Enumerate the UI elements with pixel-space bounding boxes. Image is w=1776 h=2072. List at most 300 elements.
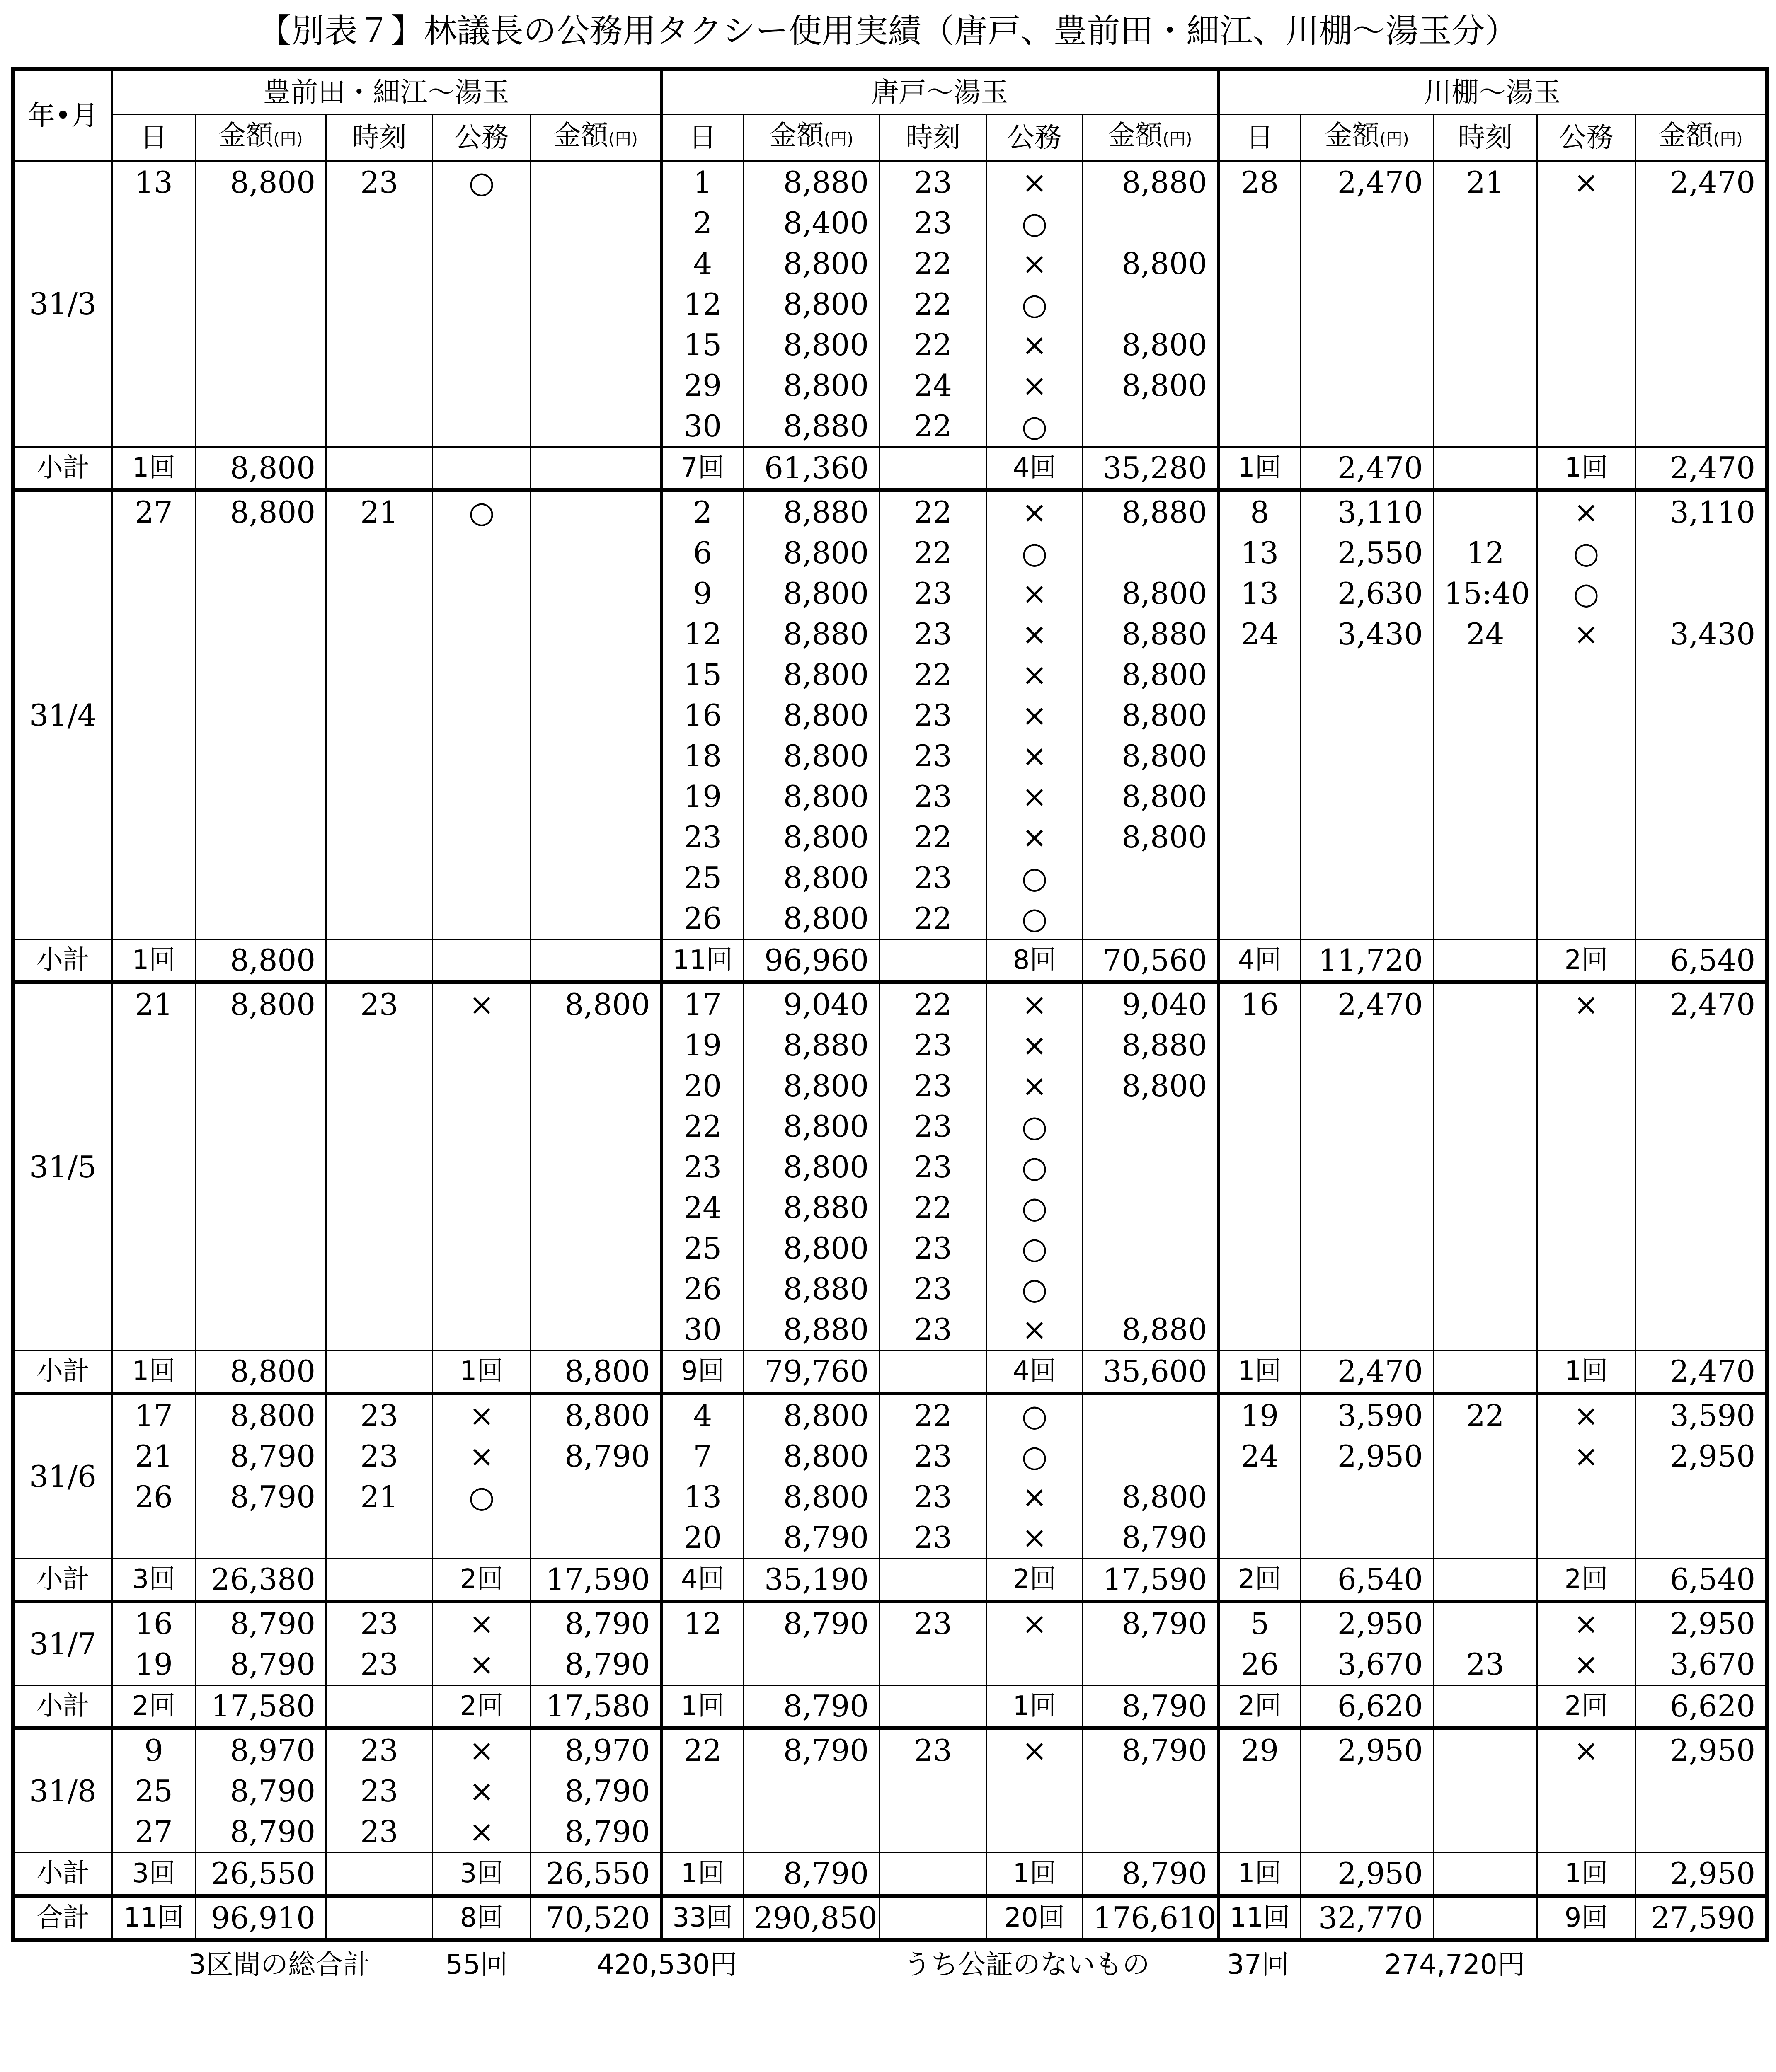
time-cell: 23 — [880, 1065, 987, 1106]
amount-cell — [1301, 406, 1434, 447]
day-cell: 17 — [112, 1394, 196, 1436]
summary-time-cell — [1434, 939, 1537, 983]
day-cell — [112, 857, 196, 898]
official-cell: ○ — [433, 1477, 531, 1517]
official-cell: × — [987, 654, 1083, 695]
official-amount-cell: 8,790 — [1083, 1517, 1219, 1559]
time-cell: 23 — [880, 203, 987, 243]
official-cell: × — [1537, 1728, 1635, 1771]
official-amount-cell — [1635, 1771, 1767, 1811]
official-amount-cell — [1083, 1147, 1219, 1187]
official-amount-cell — [1635, 406, 1767, 447]
amount-cell — [1301, 1106, 1434, 1147]
time-cell — [1434, 1187, 1537, 1228]
amount-cell — [1301, 1771, 1434, 1811]
official-cell — [1537, 1106, 1635, 1147]
official-cell: × — [1537, 614, 1635, 654]
table-row — [13, 1025, 1767, 1065]
column-header-amount — [744, 115, 880, 161]
amount-cell — [1301, 1065, 1434, 1106]
year-month-header: 年•月 — [13, 69, 112, 161]
official-cell — [433, 1147, 531, 1187]
official-cell — [1537, 1147, 1635, 1187]
summary-time-cell — [326, 1559, 433, 1602]
amount-cell — [1301, 365, 1434, 406]
official-cell: × — [987, 1309, 1083, 1351]
summary-time-cell — [1434, 447, 1537, 490]
amount-cell — [1301, 654, 1434, 695]
amount-cell: 8,800 — [744, 1228, 880, 1268]
official-cell — [433, 1517, 531, 1559]
time-cell: 21 — [1434, 161, 1537, 203]
day-cell — [1219, 695, 1301, 736]
official-amount-cell — [1635, 203, 1767, 243]
day-cell: 19 — [661, 776, 744, 817]
amount-cell: 3,110 — [1301, 490, 1434, 533]
official-cell: × — [987, 736, 1083, 776]
time-cell: 22 — [880, 898, 987, 939]
official-cell: ○ — [987, 1394, 1083, 1436]
official-amount-cell: 9,040 — [1083, 983, 1219, 1025]
official-cell: × — [987, 614, 1083, 654]
amount-cell: 8,790 — [196, 1602, 326, 1644]
official-cell — [433, 1187, 531, 1228]
time-cell — [326, 1309, 433, 1351]
summary-time-cell — [326, 939, 433, 983]
day-cell — [112, 1309, 196, 1351]
subtotal-row — [13, 447, 1767, 490]
time-cell — [1434, 1025, 1537, 1065]
official-cell — [1537, 324, 1635, 365]
day-cell — [1219, 1065, 1301, 1106]
day-cell — [1219, 857, 1301, 898]
amount-cell: 8,400 — [744, 203, 880, 243]
day-cell: 13 — [112, 161, 196, 203]
official-cell: × — [987, 161, 1083, 203]
table-row — [13, 1268, 1767, 1309]
column-header-time — [326, 115, 433, 161]
summary-day-cell: 1回 — [1219, 1351, 1301, 1394]
day-cell: 16 — [661, 695, 744, 736]
grand-total-footer — [0, 1946, 1776, 1983]
official-cell — [1537, 1187, 1635, 1228]
summary-day-cell: 1回 — [112, 939, 196, 983]
amount-cell: 8,800 — [744, 1106, 880, 1147]
day-cell — [1219, 406, 1301, 447]
time-cell: 23 — [326, 1644, 433, 1685]
official-cell — [433, 406, 531, 447]
year-month-cell: 31/6 — [13, 1394, 112, 1559]
year-month-cell: 31/5 — [13, 983, 112, 1351]
official-amount-cell: 8,790 — [531, 1436, 661, 1477]
official-amount-cell: 3,110 — [1635, 490, 1767, 533]
amount-cell — [744, 1771, 880, 1811]
amount-cell — [1301, 243, 1434, 284]
official-amount-cell: 8,790 — [1083, 1728, 1219, 1771]
official-amount-cell — [531, 817, 661, 857]
day-cell — [1219, 1187, 1301, 1228]
summary-time-cell — [326, 447, 433, 490]
official-cell — [1537, 736, 1635, 776]
time-cell: 22 — [880, 533, 987, 573]
time-cell: 23 — [880, 857, 987, 898]
day-cell: 19 — [1219, 1394, 1301, 1436]
official-amount-cell — [531, 1065, 661, 1106]
amount-cell: 8,800 — [744, 1065, 880, 1106]
official-cell: × — [433, 983, 531, 1025]
official-cell: ○ — [433, 490, 531, 533]
time-cell — [1434, 1477, 1537, 1517]
time-cell — [326, 695, 433, 736]
summary-day-cell: 33回 — [661, 1896, 744, 1940]
official-amount-cell: 8,880 — [1083, 490, 1219, 533]
summary-official-cell: 2回 — [987, 1559, 1083, 1602]
time-cell — [1434, 776, 1537, 817]
official-amount-cell — [1083, 1187, 1219, 1228]
official-amount-cell — [1635, 776, 1767, 817]
time-cell: 23 — [326, 161, 433, 203]
day-cell: 30 — [661, 406, 744, 447]
column-label: 公務 — [1007, 121, 1062, 153]
time-cell: 23 — [326, 1811, 433, 1853]
time-cell: 23 — [880, 1106, 987, 1147]
time-cell: 23 — [880, 1436, 987, 1477]
subtotal-row — [13, 1559, 1767, 1602]
official-cell — [1537, 203, 1635, 243]
section-header-kawatana: 川棚～湯玉 — [1219, 69, 1767, 115]
official-amount-cell: 3,430 — [1635, 614, 1767, 654]
day-cell — [1219, 365, 1301, 406]
official-amount-cell: 2,950 — [1635, 1728, 1767, 1771]
amount-cell — [196, 365, 326, 406]
table-row — [13, 1436, 1767, 1477]
day-cell: 15 — [661, 654, 744, 695]
time-cell — [1434, 1065, 1537, 1106]
total-label: 合計 — [13, 1896, 112, 1940]
subtotal-row — [13, 939, 1767, 983]
amount-cell — [196, 406, 326, 447]
summary-official-cell: 8回 — [987, 939, 1083, 983]
table-row — [13, 1228, 1767, 1268]
official-amount-cell: 2,950 — [1635, 1436, 1767, 1477]
table-row — [13, 736, 1767, 776]
table-row — [13, 1394, 1767, 1436]
column-header-time — [1434, 115, 1537, 161]
amount-cell — [1301, 1811, 1434, 1853]
summary-day-cell: 2回 — [1219, 1559, 1301, 1602]
official-cell — [433, 284, 531, 324]
official-amount-cell: 8,800 — [531, 1394, 661, 1436]
official-cell: × — [987, 983, 1083, 1025]
amount-cell: 2,470 — [1301, 983, 1434, 1025]
official-cell: × — [987, 1602, 1083, 1644]
time-cell — [326, 776, 433, 817]
official-amount-cell — [1635, 898, 1767, 939]
amount-cell — [196, 695, 326, 736]
official-amount-cell — [1635, 1065, 1767, 1106]
amount-cell: 8,800 — [196, 161, 326, 203]
time-cell: 23 — [326, 983, 433, 1025]
summary-official-amount-cell: 35,280 — [1083, 447, 1219, 490]
time-cell: 23 — [326, 1602, 433, 1644]
amount-cell — [196, 1268, 326, 1309]
official-amount-cell — [1083, 1106, 1219, 1147]
day-cell — [1219, 1025, 1301, 1065]
total-row — [13, 1896, 1767, 1940]
time-cell: 23 — [880, 776, 987, 817]
time-cell: 23 — [1434, 1644, 1537, 1685]
day-cell — [1219, 1771, 1301, 1811]
time-cell — [1434, 898, 1537, 939]
official-amount-cell — [531, 284, 661, 324]
summary-official-cell: 1回 — [1537, 447, 1635, 490]
official-amount-cell: 8,790 — [531, 1644, 661, 1685]
time-cell — [326, 243, 433, 284]
amount-cell — [1301, 1025, 1434, 1065]
day-cell: 13 — [1219, 573, 1301, 614]
official-cell — [433, 365, 531, 406]
time-cell — [1434, 324, 1537, 365]
summary-time-cell — [880, 1559, 987, 1602]
official-amount-cell — [1635, 1309, 1767, 1351]
official-amount-cell — [1635, 324, 1767, 365]
summary-amount-cell: 2,470 — [1301, 1351, 1434, 1394]
summary-official-cell: 4回 — [987, 447, 1083, 490]
day-cell — [661, 1811, 744, 1853]
day-cell — [1219, 817, 1301, 857]
day-cell: 21 — [112, 983, 196, 1025]
official-amount-cell — [531, 365, 661, 406]
official-cell — [433, 1309, 531, 1351]
official-amount-cell: 8,800 — [1083, 817, 1219, 857]
day-cell — [112, 1228, 196, 1268]
official-cell: ○ — [987, 533, 1083, 573]
official-cell — [1537, 654, 1635, 695]
day-cell — [112, 324, 196, 365]
table-row — [13, 695, 1767, 736]
official-amount-cell: 8,800 — [1083, 1065, 1219, 1106]
official-cell — [433, 736, 531, 776]
day-cell: 12 — [661, 614, 744, 654]
day-cell: 25 — [661, 857, 744, 898]
official-amount-cell — [1083, 284, 1219, 324]
official-cell — [1537, 365, 1635, 406]
official-cell — [1537, 817, 1635, 857]
summary-day-cell: 7回 — [661, 447, 744, 490]
official-amount-cell — [1635, 1025, 1767, 1065]
day-cell: 29 — [661, 365, 744, 406]
official-amount-cell — [1635, 1228, 1767, 1268]
day-cell: 6 — [661, 533, 744, 573]
official-cell: × — [987, 1728, 1083, 1771]
day-cell: 8 — [1219, 490, 1301, 533]
day-cell: 16 — [1219, 983, 1301, 1025]
summary-day-cell: 4回 — [1219, 939, 1301, 983]
column-label: 金額 — [1325, 119, 1380, 151]
column-label: 日 — [689, 121, 717, 153]
summary-time-cell — [326, 1853, 433, 1896]
summary-amount-cell: 79,760 — [744, 1351, 880, 1394]
time-cell — [326, 284, 433, 324]
official-amount-cell — [531, 490, 661, 533]
table-row — [13, 203, 1767, 243]
amount-cell — [196, 1517, 326, 1559]
summary-official-cell: 2回 — [1537, 1559, 1635, 1602]
day-cell: 21 — [112, 1436, 196, 1477]
official-cell — [433, 654, 531, 695]
time-cell: 22 — [880, 817, 987, 857]
official-amount-cell — [1635, 365, 1767, 406]
section-header-karato: 唐戸～湯玉 — [661, 69, 1219, 115]
summary-official-amount-cell: 8,790 — [1083, 1685, 1219, 1728]
summary-amount-cell: 26,380 — [196, 1559, 326, 1602]
official-amount-cell — [1083, 203, 1219, 243]
time-cell — [326, 898, 433, 939]
summary-official-amount-cell: 27,590 — [1635, 1896, 1767, 1940]
official-amount-cell: 2,950 — [1635, 1602, 1767, 1644]
official-amount-cell — [531, 1025, 661, 1065]
official-amount-cell — [1083, 406, 1219, 447]
amount-cell: 8,880 — [744, 1268, 880, 1309]
day-cell — [112, 243, 196, 284]
table-row — [13, 243, 1767, 284]
table-row — [13, 1602, 1767, 1644]
official-amount-cell: 8,970 — [531, 1728, 661, 1771]
column-label: 公務 — [454, 121, 509, 153]
day-cell — [1219, 203, 1301, 243]
summary-day-cell: 11回 — [112, 1896, 196, 1940]
amount-cell — [1301, 776, 1434, 817]
official-cell: ○ — [987, 1436, 1083, 1477]
year-month-cell: 31/7 — [13, 1602, 112, 1685]
official-cell — [433, 817, 531, 857]
day-cell: 22 — [661, 1728, 744, 1771]
official-cell: × — [987, 243, 1083, 284]
time-cell — [1434, 1106, 1537, 1147]
official-amount-cell — [1635, 817, 1767, 857]
column-label: 公務 — [1559, 121, 1614, 153]
day-cell: 23 — [661, 817, 744, 857]
official-cell — [433, 573, 531, 614]
time-cell — [1434, 1602, 1537, 1644]
day-cell: 9 — [112, 1728, 196, 1771]
official-cell: × — [433, 1811, 531, 1853]
official-amount-cell: 8,790 — [531, 1771, 661, 1811]
official-cell — [1537, 1065, 1635, 1106]
amount-cell: 8,880 — [744, 490, 880, 533]
table-row — [13, 533, 1767, 573]
table-row — [13, 1517, 1767, 1559]
official-cell: × — [987, 1477, 1083, 1517]
time-cell: 23 — [880, 1268, 987, 1309]
summary-official-amount-cell: 35,600 — [1083, 1351, 1219, 1394]
summary-official-amount-cell: 26,550 — [531, 1853, 661, 1896]
summary-official-cell: 4回 — [987, 1351, 1083, 1394]
grand-total-amount: 420,530円 — [597, 1949, 737, 1980]
time-cell — [1434, 1811, 1537, 1853]
official-amount-cell — [1635, 695, 1767, 736]
amount-cell: 2,950 — [1301, 1728, 1434, 1771]
time-cell: 15:40 — [1434, 573, 1537, 614]
official-cell — [1537, 1477, 1635, 1517]
official-cell — [1537, 1771, 1635, 1811]
day-cell: 29 — [1219, 1728, 1301, 1771]
official-amount-cell: 8,800 — [1083, 695, 1219, 736]
official-cell: × — [1537, 161, 1635, 203]
official-cell — [433, 324, 531, 365]
amount-cell — [196, 1228, 326, 1268]
yen-unit: (円) — [1713, 130, 1743, 149]
column-header-day — [112, 115, 196, 161]
day-cell: 15 — [661, 324, 744, 365]
day-cell: 7 — [661, 1436, 744, 1477]
amount-cell — [1301, 857, 1434, 898]
official-cell: ○ — [987, 1147, 1083, 1187]
day-cell: 24 — [1219, 1436, 1301, 1477]
amount-cell: 8,790 — [196, 1811, 326, 1853]
summary-day-cell: 1回 — [1219, 447, 1301, 490]
official-cell: × — [1537, 1644, 1635, 1685]
column-label: 時刻 — [1458, 121, 1513, 153]
summary-amount-cell: 32,770 — [1301, 1896, 1434, 1940]
official-amount-cell: 8,800 — [1083, 324, 1219, 365]
day-cell — [112, 365, 196, 406]
summary-time-cell — [1434, 1853, 1537, 1896]
summary-official-amount-cell: 6,620 — [1635, 1685, 1767, 1728]
summary-official-amount-cell: 2,470 — [1635, 1351, 1767, 1394]
day-cell — [1219, 1811, 1301, 1853]
table-row — [13, 365, 1767, 406]
day-cell: 2 — [661, 490, 744, 533]
summary-official-amount-cell: 70,520 — [531, 1896, 661, 1940]
time-cell: 24 — [880, 365, 987, 406]
day-cell — [1219, 284, 1301, 324]
amount-cell: 8,790 — [196, 1477, 326, 1517]
day-cell — [1219, 1517, 1301, 1559]
column-header-amount — [196, 115, 326, 161]
grand-total-label: 3区間の総合計 — [189, 1949, 370, 1980]
summary-official-amount-cell: 6,540 — [1635, 1559, 1767, 1602]
official-cell: ○ — [987, 1228, 1083, 1268]
summary-day-cell: 1回 — [1219, 1853, 1301, 1896]
official-amount-cell: 8,880 — [1083, 614, 1219, 654]
amount-cell: 8,790 — [744, 1728, 880, 1771]
summary-amount-cell: 8,800 — [196, 1351, 326, 1394]
amount-cell: 8,790 — [196, 1771, 326, 1811]
day-cell: 9 — [661, 573, 744, 614]
official-amount-cell — [531, 857, 661, 898]
summary-time-cell — [1434, 1685, 1537, 1728]
yen-unit: (円) — [608, 130, 638, 149]
year-month-cell: 31/8 — [13, 1728, 112, 1853]
official-amount-cell — [531, 654, 661, 695]
time-cell: 23 — [880, 1147, 987, 1187]
time-cell: 22 — [880, 406, 987, 447]
official-cell — [433, 1228, 531, 1268]
day-cell: 13 — [661, 1477, 744, 1517]
summary-time-cell — [880, 1896, 987, 1940]
official-amount-cell — [531, 243, 661, 284]
time-cell: 23 — [880, 161, 987, 203]
time-cell: 23 — [326, 1728, 433, 1771]
time-cell: 23 — [326, 1436, 433, 1477]
time-cell: 23 — [880, 1602, 987, 1644]
official-cell: × — [1537, 1602, 1635, 1644]
day-cell — [112, 1187, 196, 1228]
subtotal-label: 小計 — [13, 939, 112, 983]
time-cell: 21 — [326, 1477, 433, 1517]
summary-amount-cell: 96,960 — [744, 939, 880, 983]
